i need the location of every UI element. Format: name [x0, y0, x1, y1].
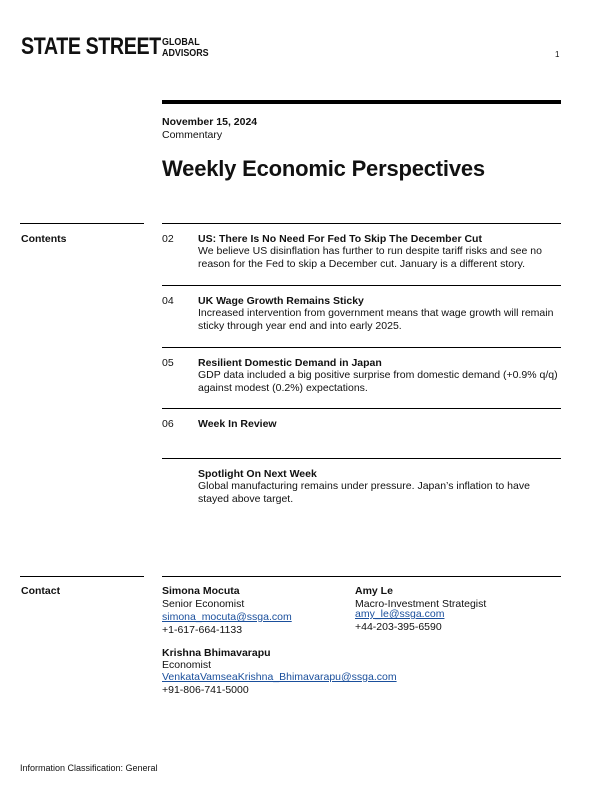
contact-email-link[interactable]: simona_mocuta@ssga.com — [162, 611, 292, 623]
contact-name: Amy Le — [355, 585, 393, 597]
logo-sub-line2: ADVISORS — [162, 47, 209, 59]
contact-email-link[interactable]: amy_le@ssga.com — [355, 608, 445, 620]
logo-subtitle — [162, 37, 209, 59]
page-title: Weekly Economic Perspectives — [162, 156, 485, 181]
contact-name: Simona Mocuta — [162, 585, 240, 597]
contents-item-summary: GDP data included a big positive surprise from domestic demand (+0.9% q/q) against modest (0.2%) expectations. — [198, 369, 558, 394]
contact-top-rule — [162, 576, 561, 577]
contents-item-page: 05 — [162, 357, 174, 369]
contact-label: Contact — [21, 585, 61, 597]
contents-item-page: 02 — [162, 233, 174, 245]
information-classification: Information Classification: General — [20, 763, 158, 773]
contents-label-rule — [20, 223, 144, 224]
logo-wordmark: STATE STREET — [21, 33, 161, 60]
contents-item-heading[interactable]: UK Wage Growth Remains Sticky — [198, 295, 364, 307]
logo-sub-line1: GLOBAL — [162, 36, 200, 48]
contents-item-heading[interactable]: Week In Review — [198, 418, 277, 430]
contact-title: Senior Economist — [162, 598, 245, 610]
contact-phone: +91-806-741-5000 — [162, 684, 249, 696]
contents-divider — [162, 408, 561, 409]
contents-item-page: 04 — [162, 295, 174, 307]
contents-item-summary: Increased intervention from government means that wage growth will remain sticky through year end and into early 2025. — [198, 307, 554, 332]
contents-divider — [162, 285, 561, 286]
contact-phone: +1-617-664-1133 — [162, 624, 243, 636]
contents-divider — [162, 458, 561, 459]
header-bar — [162, 100, 561, 104]
contents-top-rule — [162, 223, 561, 224]
contents-item-heading[interactable]: Spotlight On Next Week — [198, 468, 317, 480]
contact-phone: +44-203-395-6590 — [355, 621, 442, 633]
contents-item-page: 06 — [162, 418, 174, 430]
contents-item-heading[interactable]: Resilient Domestic Demand in Japan — [198, 357, 382, 369]
contents-item-heading[interactable]: US: There Is No Need For Fed To Skip The December Cut — [198, 233, 482, 245]
publication-date: November 15, 2024 — [162, 116, 258, 128]
contents-divider — [162, 347, 561, 348]
document-type: Commentary — [162, 129, 223, 141]
contact-title: Economist — [162, 659, 212, 671]
contact-name: Krishna Bhimavarapu — [162, 647, 271, 659]
contact-email-link[interactable]: VenkataVamseaKrishna_Bhimavarapu@ssga.com — [162, 671, 397, 683]
contents-label: Contents — [21, 233, 67, 245]
page-number: 1 — [555, 50, 560, 59]
contents-item-summary: We believe US disinflation has further to run despite tariff risks and see no reason for the Fed to skip a December cut. January is a different story. — [198, 245, 542, 270]
contents-item-summary: Global manufacturing remains under pressure. Japan’s inflation to have stayed above target. — [198, 480, 530, 505]
contact-title: Macro-Investment Strategist — [355, 598, 487, 610]
contact-label-rule — [20, 576, 144, 577]
